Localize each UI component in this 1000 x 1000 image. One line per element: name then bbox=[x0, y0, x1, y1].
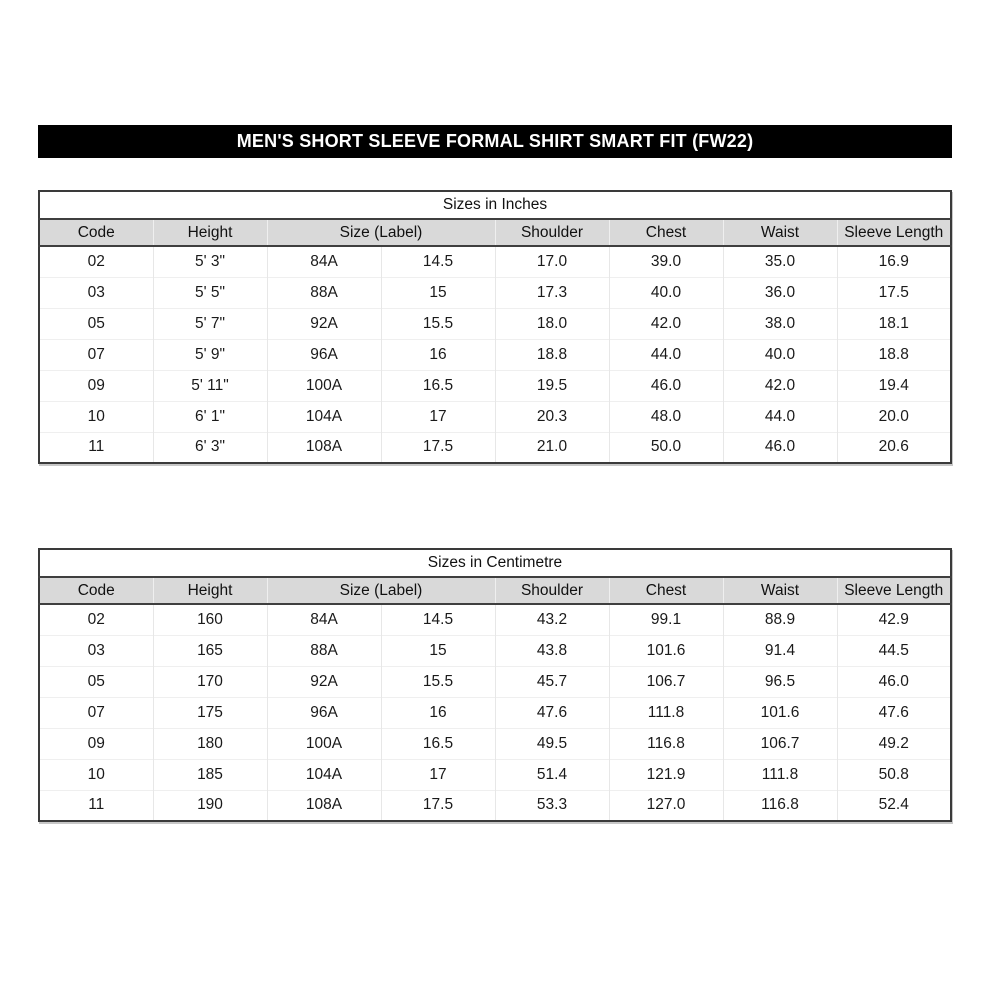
table-cell: 175 bbox=[153, 697, 267, 728]
table-cell: 40.0 bbox=[723, 339, 837, 370]
table-cell: 116.8 bbox=[723, 790, 837, 821]
table-cell: 6' 3" bbox=[153, 432, 267, 463]
table-cell: 92A bbox=[267, 666, 381, 697]
table-caption: Sizes in Inches bbox=[39, 191, 951, 219]
table-cell: 100A bbox=[267, 370, 381, 401]
table-cell: 44.0 bbox=[723, 401, 837, 432]
table-cell: 50.0 bbox=[609, 432, 723, 463]
table-cell: 42.9 bbox=[837, 604, 951, 635]
table-cell: 16.9 bbox=[837, 246, 951, 277]
column-header-chest: Chest bbox=[609, 219, 723, 246]
table-cell: 05 bbox=[39, 308, 153, 339]
table-cell: 96.5 bbox=[723, 666, 837, 697]
table-cell: 45.7 bbox=[495, 666, 609, 697]
table-cell: 96A bbox=[267, 339, 381, 370]
table-cell: 18.8 bbox=[495, 339, 609, 370]
table-row bbox=[39, 246, 951, 277]
table-caption-row bbox=[39, 549, 951, 577]
sizes-centimetre-table bbox=[38, 548, 952, 822]
table-row bbox=[39, 759, 951, 790]
column-header-waist: Waist bbox=[723, 577, 837, 604]
table-cell: 17.5 bbox=[381, 432, 495, 463]
column-header-height: Height bbox=[153, 577, 267, 604]
table-row bbox=[39, 339, 951, 370]
table-cell: 17.5 bbox=[381, 790, 495, 821]
table-cell: 09 bbox=[39, 728, 153, 759]
table-cell: 46.0 bbox=[837, 666, 951, 697]
table-cell: 44.0 bbox=[609, 339, 723, 370]
table-cell: 39.0 bbox=[609, 246, 723, 277]
table-row bbox=[39, 401, 951, 432]
table-cell: 104A bbox=[267, 401, 381, 432]
table-row bbox=[39, 370, 951, 401]
table-cell: 46.0 bbox=[609, 370, 723, 401]
table-cell: 47.6 bbox=[495, 697, 609, 728]
table-cell: 5' 11" bbox=[153, 370, 267, 401]
table-sizes-centimetre bbox=[38, 548, 952, 822]
column-header-shoulder: Shoulder bbox=[495, 577, 609, 604]
table-cell: 03 bbox=[39, 277, 153, 308]
table-cell: 84A bbox=[267, 246, 381, 277]
table-cell: 17.0 bbox=[495, 246, 609, 277]
table-row bbox=[39, 790, 951, 821]
table-cell: 15 bbox=[381, 277, 495, 308]
table-cell: 09 bbox=[39, 370, 153, 401]
table-cell: 17 bbox=[381, 401, 495, 432]
table-cell: 18.8 bbox=[837, 339, 951, 370]
table-row bbox=[39, 308, 951, 339]
table-cell: 53.3 bbox=[495, 790, 609, 821]
table-header-row bbox=[39, 577, 951, 604]
table-cell: 99.1 bbox=[609, 604, 723, 635]
table-cell: 106.7 bbox=[609, 666, 723, 697]
table-cell: 14.5 bbox=[381, 604, 495, 635]
table-row bbox=[39, 604, 951, 635]
table-cell: 88.9 bbox=[723, 604, 837, 635]
table-cell: 88A bbox=[267, 635, 381, 666]
table-cell: 17.5 bbox=[837, 277, 951, 308]
table-caption-row bbox=[39, 191, 951, 219]
table-cell: 96A bbox=[267, 697, 381, 728]
table-cell: 17 bbox=[381, 759, 495, 790]
table-cell: 160 bbox=[153, 604, 267, 635]
table-cell: 190 bbox=[153, 790, 267, 821]
title-banner bbox=[38, 125, 952, 158]
page-title: MEN'S SHORT SLEEVE FORMAL SHIRT SMART FIT (FW22) bbox=[236, 131, 754, 151]
table-cell: 6' 1" bbox=[153, 401, 267, 432]
column-header-size-label: Size (Label) bbox=[267, 219, 495, 246]
table-cell: 15 bbox=[381, 635, 495, 666]
table-cell: 101.6 bbox=[609, 635, 723, 666]
table-cell: 121.9 bbox=[609, 759, 723, 790]
table-cell: 14.5 bbox=[381, 246, 495, 277]
table-cell: 180 bbox=[153, 728, 267, 759]
table-row bbox=[39, 635, 951, 666]
table-cell: 5' 5" bbox=[153, 277, 267, 308]
table-cell: 10 bbox=[39, 759, 153, 790]
table-cell: 108A bbox=[267, 790, 381, 821]
column-header-height: Height bbox=[153, 219, 267, 246]
column-header-shoulder: Shoulder bbox=[495, 219, 609, 246]
column-header-chest: Chest bbox=[609, 577, 723, 604]
column-header-size-label: Size (Label) bbox=[267, 577, 495, 604]
table-cell: 20.3 bbox=[495, 401, 609, 432]
table-cell: 5' 3" bbox=[153, 246, 267, 277]
table-sizes-inches bbox=[38, 190, 952, 464]
table-cell: 43.8 bbox=[495, 635, 609, 666]
table-cell: 11 bbox=[39, 432, 153, 463]
table-cell: 20.6 bbox=[837, 432, 951, 463]
table-cell: 18.1 bbox=[837, 308, 951, 339]
table-cell: 52.4 bbox=[837, 790, 951, 821]
table-row bbox=[39, 697, 951, 728]
table-row bbox=[39, 666, 951, 697]
column-header-sleeve-length: Sleeve Length bbox=[837, 219, 951, 246]
column-header-waist: Waist bbox=[723, 219, 837, 246]
table-cell: 17.3 bbox=[495, 277, 609, 308]
table-cell: 49.5 bbox=[495, 728, 609, 759]
table-cell: 185 bbox=[153, 759, 267, 790]
table-cell: 104A bbox=[267, 759, 381, 790]
table-cell: 108A bbox=[267, 432, 381, 463]
table-cell: 101.6 bbox=[723, 697, 837, 728]
table-cell: 106.7 bbox=[723, 728, 837, 759]
table-cell: 16 bbox=[381, 697, 495, 728]
table-cell: 100A bbox=[267, 728, 381, 759]
table-cell: 50.8 bbox=[837, 759, 951, 790]
table-cell: 36.0 bbox=[723, 277, 837, 308]
table-cell: 16 bbox=[381, 339, 495, 370]
table-caption: Sizes in Centimetre bbox=[39, 549, 951, 577]
table-cell: 15.5 bbox=[381, 666, 495, 697]
table-cell: 84A bbox=[267, 604, 381, 635]
table-cell: 20.0 bbox=[837, 401, 951, 432]
table-cell: 42.0 bbox=[609, 308, 723, 339]
table-body bbox=[39, 246, 951, 463]
table-cell: 43.2 bbox=[495, 604, 609, 635]
table-cell: 127.0 bbox=[609, 790, 723, 821]
table-cell: 5' 7" bbox=[153, 308, 267, 339]
table-row bbox=[39, 432, 951, 463]
table-cell: 02 bbox=[87, 610, 105, 628]
table-cell: 05 bbox=[39, 666, 153, 697]
table-cell: 18.0 bbox=[495, 308, 609, 339]
table-row bbox=[39, 728, 951, 759]
column-header-code: Code bbox=[39, 219, 153, 246]
table-row bbox=[39, 277, 951, 308]
table-cell: 03 bbox=[39, 635, 153, 666]
table-cell: 19.4 bbox=[837, 370, 951, 401]
table-cell: 44.5 bbox=[837, 635, 951, 666]
column-header-sleeve-length: Sleeve Length bbox=[837, 577, 951, 604]
sizes-inches-table bbox=[38, 190, 952, 464]
table-cell: 165 bbox=[153, 635, 267, 666]
table-cell: 51.4 bbox=[495, 759, 609, 790]
table-cell: 116.8 bbox=[609, 728, 723, 759]
table-cell: 88A bbox=[267, 277, 381, 308]
table-cell: 92A bbox=[267, 308, 381, 339]
table-cell: 10 bbox=[39, 401, 153, 432]
table-cell: 170 bbox=[153, 666, 267, 697]
table-cell: 21.0 bbox=[495, 432, 609, 463]
column-header-code: Code bbox=[39, 577, 153, 604]
table-header-row bbox=[39, 219, 951, 246]
table-cell: 07 bbox=[39, 697, 153, 728]
table-cell: 07 bbox=[39, 339, 153, 370]
table-cell: 35.0 bbox=[723, 246, 837, 277]
table-cell: 16.5 bbox=[381, 370, 495, 401]
table-body bbox=[39, 604, 951, 821]
table-cell: 19.5 bbox=[495, 370, 609, 401]
table-cell: 42.0 bbox=[723, 370, 837, 401]
table-cell: 48.0 bbox=[609, 401, 723, 432]
table-cell: 5' 9" bbox=[153, 339, 267, 370]
table-cell: 91.4 bbox=[723, 635, 837, 666]
table-cell: 02 bbox=[87, 252, 105, 270]
table-cell: 40.0 bbox=[609, 277, 723, 308]
table-cell: 111.8 bbox=[609, 697, 723, 728]
table-cell: 15.5 bbox=[381, 308, 495, 339]
table-cell: 11 bbox=[39, 790, 153, 821]
table-cell: 38.0 bbox=[723, 308, 837, 339]
table-cell: 111.8 bbox=[723, 759, 837, 790]
table-cell: 16.5 bbox=[381, 728, 495, 759]
table-cell: 49.2 bbox=[837, 728, 951, 759]
table-cell: 46.0 bbox=[723, 432, 837, 463]
table-cell: 47.6 bbox=[837, 697, 951, 728]
